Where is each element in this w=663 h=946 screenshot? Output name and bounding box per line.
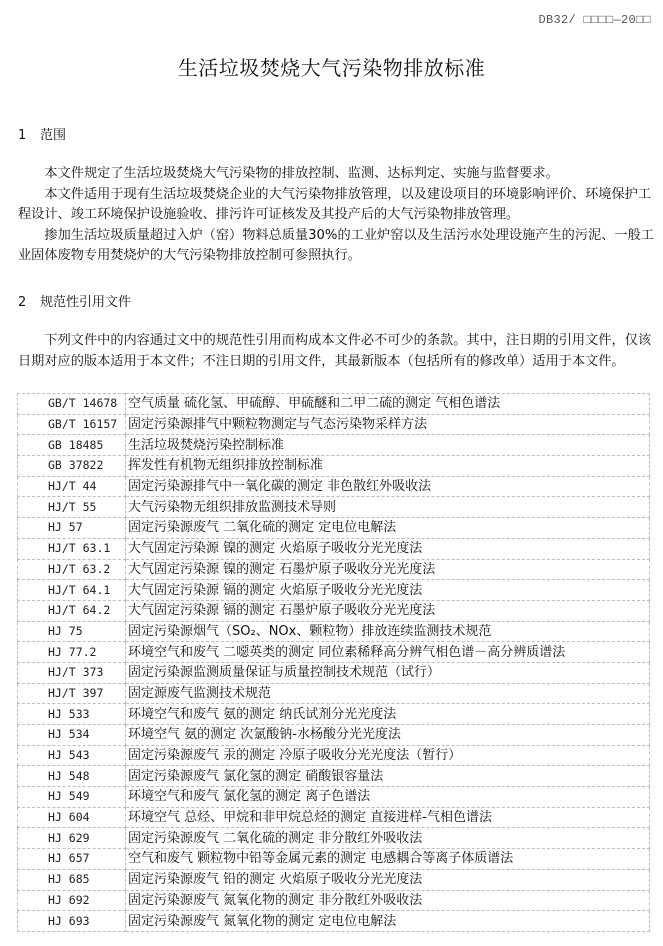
- reference-title: 环境空气和废气 氯化氢的测定 离子色谱法: [126, 787, 650, 808]
- table-row: [18, 766, 650, 787]
- references-table: [17, 393, 650, 932]
- reference-title: 环境空气和废气 二噁英类的测定 同位素稀释高分辨气相色谱－高分辨质谱法: [126, 642, 650, 663]
- reference-code: HJ/T 44: [18, 476, 126, 497]
- reference-code: HJ 549: [18, 787, 126, 808]
- table-row: [18, 704, 650, 725]
- table-row: [18, 869, 650, 890]
- reference-title: 固定污染源废气 二氧化硫的测定 非分散红外吸收法: [126, 828, 650, 849]
- references-intro: [18, 331, 658, 372]
- paragraph: 下列文件中的内容通过文中的规范性引用而构成本文件必不可少的条款。其中，注日期的引用文件，仅该日期对应的版本适用于本文件；不注日期的引用文件，其最新版本（包括所有的修改单）适用于本文件。: [18, 333, 652, 369]
- reference-code: GB/T 14678: [18, 394, 126, 415]
- paragraph: 本文件规定了生活垃圾焚烧大气污染物的排放控制、监测、达标判定、实施与监督要求。: [44, 166, 559, 181]
- reference-title: 大气固定污染源 镉的测定 火焰原子吸收分光光度法: [126, 580, 650, 601]
- table-row: [18, 725, 650, 746]
- document-number: DB32/ □□□□—20□□: [538, 13, 651, 27]
- reference-code: HJ 657: [18, 849, 126, 870]
- table-row: [18, 621, 650, 642]
- reference-title: 固定污染源废气 氯化氢的测定 硝酸银容量法: [126, 766, 650, 787]
- reference-code: GB 18485: [18, 435, 126, 456]
- reference-title: 大气固定污染源 镉的测定 石墨炉原子吸收分光光度法: [126, 600, 650, 621]
- reference-title: 环境空气 总烃、甲烷和非甲烷总烃的测定 直接进样-气相色谱法: [126, 807, 650, 828]
- reference-title: 环境空气 氨的测定 次氯酸钠-水杨酸分光光度法: [126, 725, 650, 746]
- table-row: [18, 828, 650, 849]
- table-row: [18, 807, 650, 828]
- reference-code: HJ/T 63.2: [18, 559, 126, 580]
- reference-code: HJ/T 373: [18, 662, 126, 683]
- table-row: [18, 394, 650, 415]
- reference-code: HJ 693: [18, 911, 126, 932]
- reference-code: HJ 685: [18, 869, 126, 890]
- paragraph: 本文件适用于现有生活垃圾焚烧企业的大气污染物排放管理，以及建设项目的环境影响评价、环境保护工程设计、竣工环境保护设施验收、排污许可证核发及其投产后的大气污染物排放管理。: [18, 186, 652, 222]
- table-row: [18, 849, 650, 870]
- reference-title: 空气质量 硫化氢、甲硫醇、甲硫醚和二甲二硫的测定 气相色谱法: [126, 394, 650, 415]
- page-title: 生活垃圾焚烧大气污染物排放标准: [177, 56, 486, 80]
- reference-code: GB 37822: [18, 456, 126, 477]
- table-row: [18, 683, 650, 704]
- reference-title: 大气固定污染源 镍的测定 火焰原子吸收分光光度法: [126, 538, 650, 559]
- reference-title: 固定污染源废气 氮氧化物的测定 非分散红外吸收法: [126, 890, 650, 911]
- reference-code: HJ 75: [18, 621, 126, 642]
- table-row: [18, 642, 650, 663]
- section-heading-scope: [18, 124, 66, 143]
- reference-title: 空气和废气 颗粒物中铅等金属元素的测定 电感耦合等离子体质谱法: [126, 849, 650, 870]
- reference-code: HJ 533: [18, 704, 126, 725]
- reference-code: HJ 57: [18, 518, 126, 539]
- reference-title: 固定污染源废气 二氧化硫的测定 定电位电解法: [126, 518, 650, 539]
- table-row: [18, 456, 650, 477]
- scope-body: [18, 164, 658, 267]
- reference-title: 生活垃圾焚烧污染控制标准: [126, 435, 650, 456]
- table-row: [18, 559, 650, 580]
- reference-code: GB/T 16157: [18, 414, 126, 435]
- table-row: [18, 580, 650, 601]
- reference-title: 固定源废气监测技术规范: [126, 683, 650, 704]
- section-heading-normative-references: [18, 291, 131, 310]
- reference-code: HJ/T 55: [18, 497, 126, 518]
- reference-code: HJ/T 397: [18, 683, 126, 704]
- reference-code: HJ 77.2: [18, 642, 126, 663]
- table-row: [18, 787, 650, 808]
- table-row: [18, 745, 650, 766]
- table-row: [18, 435, 650, 456]
- reference-code: HJ 548: [18, 766, 126, 787]
- reference-code: HJ 543: [18, 745, 126, 766]
- reference-title: 环境空气和废气 氨的测定 纳氏试剂分光光度法: [126, 704, 650, 725]
- table-row: [18, 476, 650, 497]
- table-row: [18, 890, 650, 911]
- reference-title: 大气污染物无组织排放监测技术导则: [126, 497, 650, 518]
- reference-code: HJ 629: [18, 828, 126, 849]
- reference-title: 挥发性有机物无组织排放控制标准: [126, 456, 650, 477]
- reference-title: 固定污染源废气 铅的测定 火焰原子吸收分光光度法: [126, 869, 650, 890]
- section-number: 1: [18, 128, 27, 143]
- reference-code: HJ 604: [18, 807, 126, 828]
- reference-title: 固定污染源废气 汞的测定 冷原子吸收分光光度法（暂行）: [126, 745, 650, 766]
- table-row: [18, 662, 650, 683]
- reference-code: HJ 692: [18, 890, 126, 911]
- table-row: [18, 497, 650, 518]
- table-row: [18, 414, 650, 435]
- reference-title: 固定污染源烟气（SO₂、NOx、颗粒物）排放连续监测技术规范: [126, 621, 650, 642]
- table-row: [18, 911, 650, 932]
- reference-title: 大气固定污染源 镍的测定 石墨炉原子吸收分光光度法: [126, 559, 650, 580]
- paragraph: 掺加生活垃圾质量超过入炉（窑）物料总质量30%的工业炉窑以及生活污水处理设施产生的污泥、一般工业固体废物专用焚烧炉的大气污染物排放控制可参照执行。: [18, 227, 654, 263]
- section-number: 2: [18, 295, 27, 310]
- table-row: [18, 600, 650, 621]
- reference-title: 固定污染源排气中一氧化碳的测定 非色散红外吸收法: [126, 476, 650, 497]
- reference-code: HJ/T 63.1: [18, 538, 126, 559]
- table-row: [18, 518, 650, 539]
- section-title: 范围: [40, 128, 67, 143]
- reference-code: HJ 534: [18, 725, 126, 746]
- reference-title: 固定污染源排气中颗粒物测定与气态污染物采样方法: [126, 414, 650, 435]
- reference-title: 固定污染源监测质量保证与质量控制技术规范（试行）: [126, 662, 650, 683]
- reference-code: HJ/T 64.1: [18, 580, 126, 601]
- reference-code: HJ/T 64.2: [18, 600, 126, 621]
- section-title: 规范性引用文件: [40, 295, 132, 310]
- reference-title: 固定污染源废气 氮氧化物的测定 定电位电解法: [126, 911, 650, 932]
- table-row: [18, 538, 650, 559]
